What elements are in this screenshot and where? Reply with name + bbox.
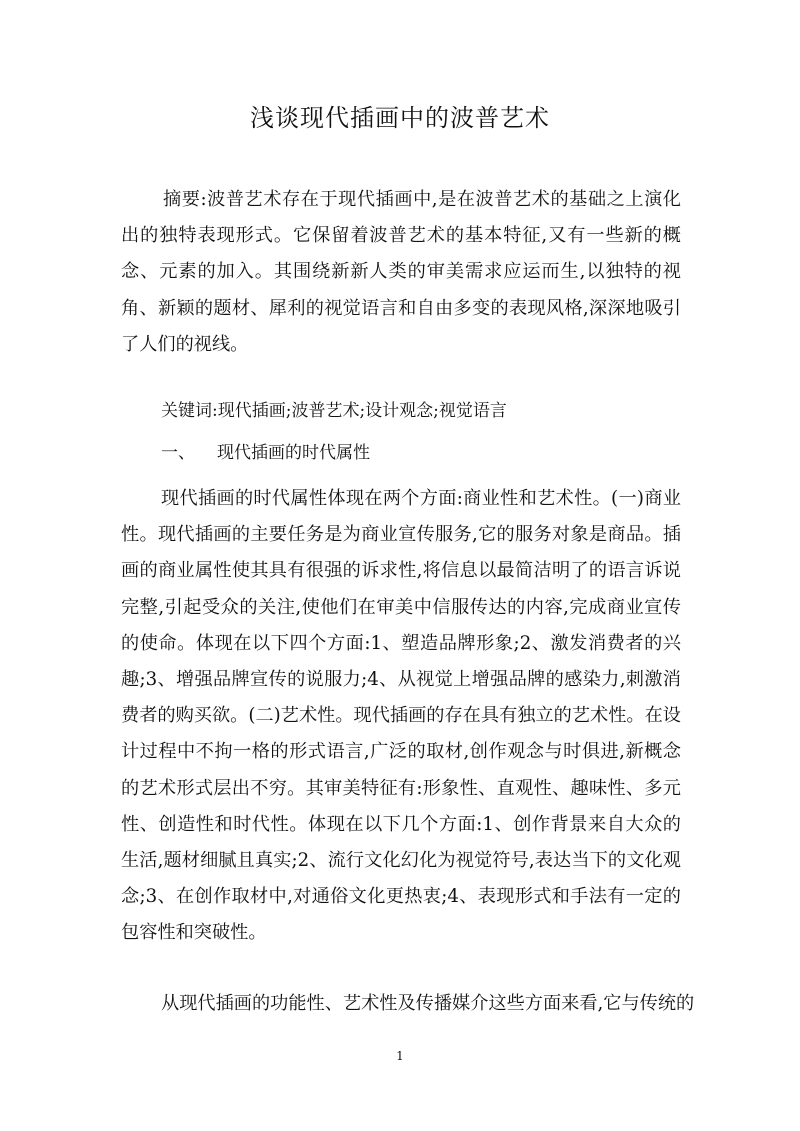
document-title: 浅谈现代插画中的波普艺术 <box>250 104 550 132</box>
body-paragraph: 从现代插画的功能性、艺术性及传播媒介这些方面来看,它与传统的 <box>161 993 695 1014</box>
section-title: 现代插画的时代属性 <box>217 443 370 463</box>
abstract-paragraph: 摘要:波普艺术存在于现代插画中,是在波普艺术的基础之上演化出的独特表现形式。它保留着波普艺术的基本特征,又有一些新的概念、元素的加入。其围绕新新人类的审美需求应运而生,以独特的视角、新颖的题材、犀利的视觉语言和自由多变的表现风格,深深地吸引了人们的视线。 <box>121 189 681 355</box>
body-paragraph: 现代插画的时代属性体现在两个方面:商业性和艺术性。(一)商业性。现代插画的主要任务是为商业宣传服务,它的服务对象是商品。插画的商业属性使其具有很强的诉求性,将信息以最简洁明了的语言诉说完整,引起受众的关注,使他们在审美中信服传达的内容,完成商业宣传的使命。体现在以下四个方面:1、塑造品牌形象;2、激发消费者的兴趣;3、增强品牌宣传的说服力;4、从视觉上增强品牌的感染力,刺激消费者的购买欲。(二)艺术性。现代插画的存在具有独立的艺术性。在设计过程中不拘一格的形式语言,广泛的取材,创作观念与时俱进,新概念的艺术形式层出不穷。其审美特征有:形象性、直观性、趣味性、多元性、创造性和时代性。体现在以下几个方面:1、创作背景来自大众的生活,题材细腻且真实;2、流行文化幻化为视觉符号,表达当下的文化观念;3、在创作取材中,对通俗文化更热衷;4、表现形式和手法有一定的包容性和突破性。 <box>121 488 681 944</box>
section-number: 一、 <box>161 443 195 463</box>
section-heading <box>121 435 681 471</box>
page-number: 1 <box>396 1049 404 1063</box>
keywords-line: 关键词:现代插画;波普艺术;设计观念;视觉语言 <box>161 401 507 421</box>
